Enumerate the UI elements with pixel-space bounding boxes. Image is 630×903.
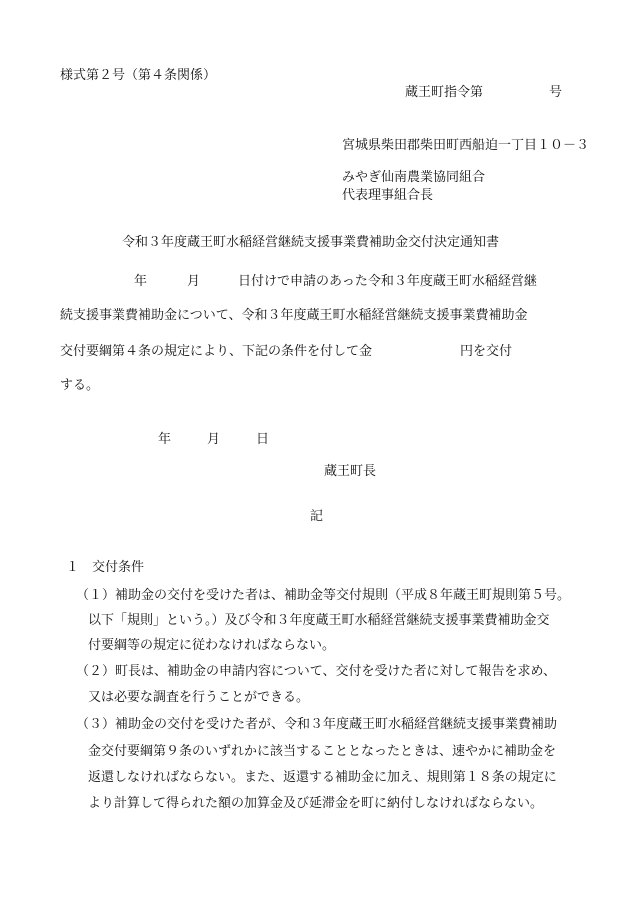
condition-3-line-4: より計算して得られた額の加算金及び延滞金を町に納付しなければならない。 — [88, 796, 544, 811]
issue-date — [158, 428, 269, 447]
issue-date-month: 月 — [207, 432, 221, 447]
ki-marker: 記 — [310, 509, 324, 524]
body-date-year: 年 — [134, 274, 148, 289]
condition-3-line-1: （３）補助金の交付を受けた者が、令和３年度蔵王町水稲経営継続支援事業費補助 — [76, 717, 558, 732]
section-1-heading: １ 交付条件 — [66, 560, 145, 575]
issue-date-day: 日 — [256, 432, 270, 447]
condition-2-line-1: （２）町長は、補助金の申請内容について、交付を受けた者に対して報告を求め、 — [76, 664, 556, 679]
body-date-month: 月 — [187, 274, 201, 289]
issuer: 蔵王町長 — [324, 464, 377, 479]
body-line-3 — [60, 340, 512, 359]
condition-1-line-3: 付要綱等の規定に従わなければならない。 — [88, 638, 336, 653]
body-line-3-post: 円を交付 — [460, 344, 513, 359]
addressee-title: 代表理事組合長 — [342, 188, 434, 203]
condition-2-line-2: 又は必要な調査を行うことができる。 — [88, 690, 310, 705]
addressee-org: みやぎ仙南農業協同組合 — [342, 170, 486, 185]
reference-number — [405, 81, 562, 100]
body-line-1 — [60, 270, 537, 289]
condition-1-line-1: （１）補助金の交付を受けた者は、補助金等交付規則（平成８年蔵王町規則第５号。 — [76, 588, 571, 603]
condition-3-line-2: 金交付要綱第９条のいずれかに該当することとなったときは、速やかに補助金を — [88, 744, 557, 759]
addressee-address: 宮城県柴田郡柴田町西船迫一丁目１０－３ — [342, 138, 590, 153]
condition-1-line-2: 以下「規則」という。）及び令和３年度蔵王町水稲経営継続支援事業費補助金交 — [88, 613, 550, 628]
reference-number-prefix: 蔵王町指令第 — [405, 85, 484, 100]
body-line-4: する。 — [60, 378, 100, 393]
form-label: 様式第２号（第４条関係） — [60, 68, 217, 83]
body-line-3-pre: 交付要綱第４条の規定により、下記の条件を付して金 — [60, 344, 373, 359]
condition-3-line-3: 返還しなければならない。また、返還する補助金に加え、規則第１８条の規定に — [88, 770, 557, 785]
body-line-1-text: 日付けで申請のあった令和３年度蔵王町水稲経営継 — [238, 274, 537, 289]
body-line-2: 続支援事業費補助金について、令和３年度蔵王町水稲経営継続支援事業費補助金 — [60, 308, 528, 323]
issue-date-year: 年 — [158, 432, 172, 447]
document-title: 令和３年度蔵王町水稲経営継続支援事業費補助金交付決定通知書 — [122, 235, 500, 250]
reference-number-suffix: 号 — [549, 85, 563, 100]
